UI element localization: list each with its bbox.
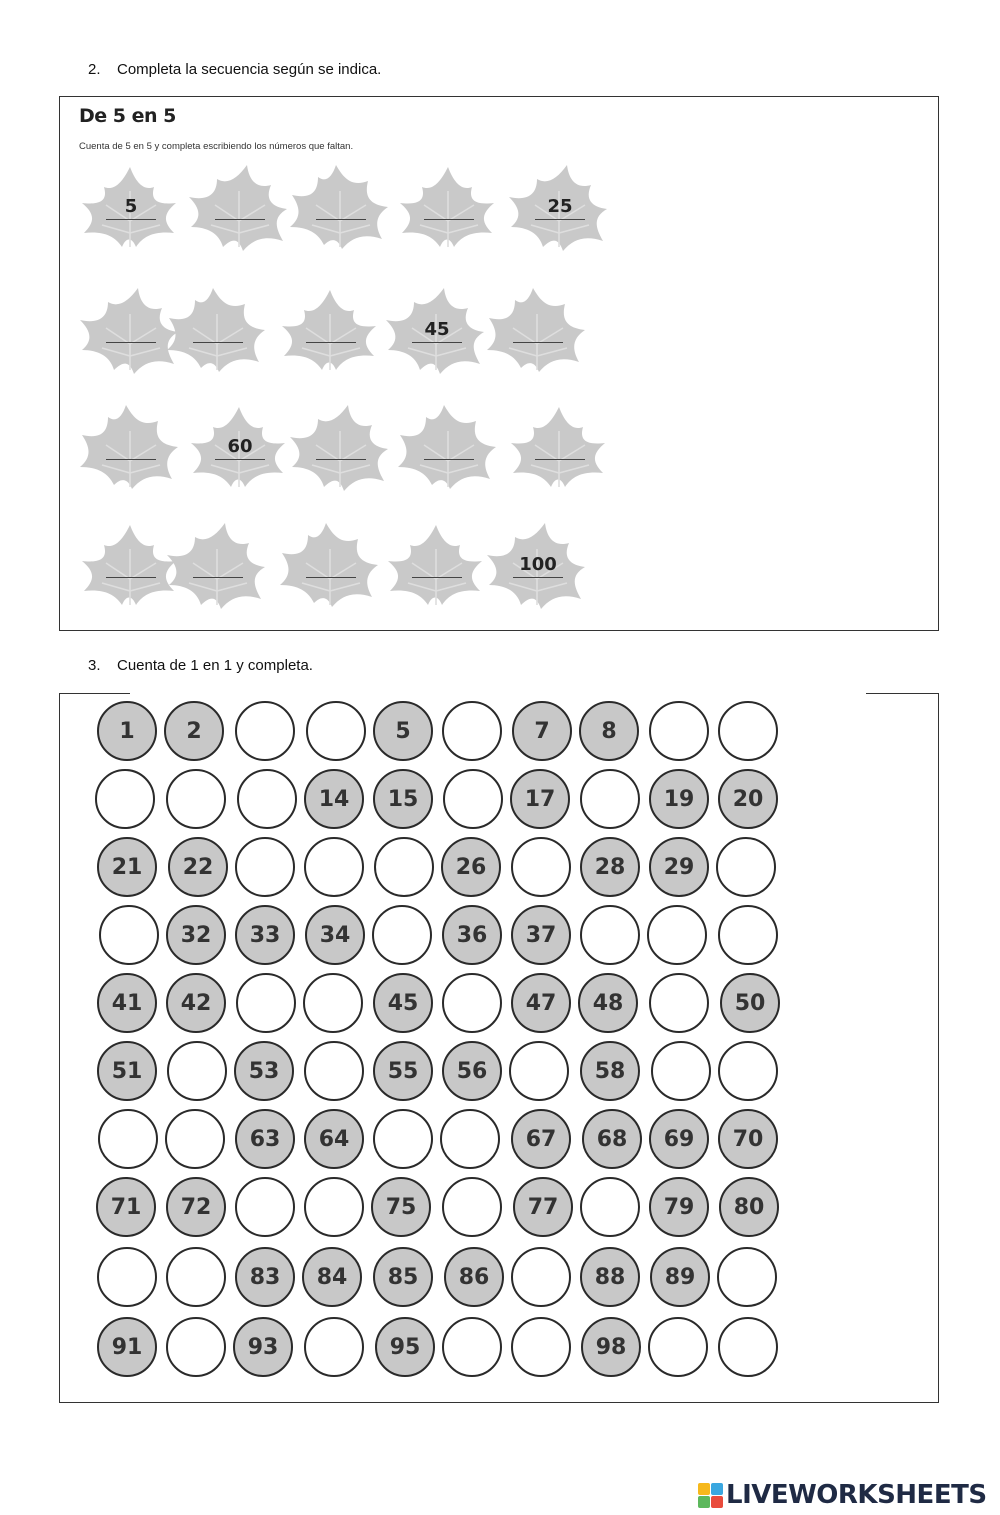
given-number-circle: 45 <box>373 973 433 1033</box>
empty-number-circle[interactable] <box>580 1177 640 1237</box>
empty-number-circle[interactable] <box>304 837 364 897</box>
answer-line <box>106 342 156 343</box>
empty-number-circle[interactable] <box>374 837 434 897</box>
empty-number-circle[interactable] <box>718 905 778 965</box>
given-number-circle: 93 <box>233 1317 293 1377</box>
answer-line <box>106 219 156 220</box>
given-number-circle: 26 <box>441 837 501 897</box>
given-number-circle: 37 <box>511 905 571 965</box>
border-gap <box>130 692 866 696</box>
given-number-circle: 85 <box>373 1247 433 1307</box>
leaf-cell <box>485 519 589 611</box>
given-number: 25 <box>547 196 573 217</box>
empty-number-circle[interactable] <box>717 1247 777 1307</box>
answer-line <box>106 577 156 578</box>
empty-number-circle[interactable] <box>442 973 502 1033</box>
answer-line <box>316 459 366 460</box>
given-number-circle: 21 <box>97 837 157 897</box>
leaf-icon <box>278 284 382 376</box>
leaf-icon <box>165 519 269 611</box>
leaf-icon <box>288 401 392 493</box>
leaf-cell[interactable] <box>384 519 488 611</box>
empty-number-circle[interactable] <box>443 769 503 829</box>
empty-number-circle[interactable] <box>304 1041 364 1101</box>
empty-number-circle[interactable] <box>235 701 295 761</box>
logo-block <box>698 1496 710 1508</box>
leaf-cell[interactable] <box>187 161 291 253</box>
empty-number-circle[interactable] <box>306 701 366 761</box>
empty-number-circle[interactable] <box>440 1109 500 1169</box>
logo-blocks-icon <box>698 1483 723 1508</box>
leaf-cell[interactable] <box>396 161 500 253</box>
empty-number-circle[interactable] <box>442 1177 502 1237</box>
leaf-cell[interactable] <box>396 401 500 493</box>
leaf-cell[interactable] <box>507 401 611 493</box>
empty-number-circle[interactable] <box>99 905 159 965</box>
given-number-circle: 95 <box>375 1317 435 1377</box>
leaf-cell[interactable] <box>278 284 382 376</box>
answer-line <box>215 219 265 220</box>
empty-number-circle[interactable] <box>304 1177 364 1237</box>
empty-number-circle[interactable] <box>236 973 296 1033</box>
answer-line <box>412 577 462 578</box>
count-by-1-box <box>59 693 939 1403</box>
answer-line <box>193 577 243 578</box>
given-number-circle: 17 <box>510 769 570 829</box>
empty-number-circle[interactable] <box>235 1177 295 1237</box>
empty-number-circle[interactable] <box>580 905 640 965</box>
empty-number-circle[interactable] <box>166 769 226 829</box>
given-number-circle: 33 <box>235 905 295 965</box>
leaf-icon <box>278 519 382 611</box>
given-number-circle: 79 <box>649 1177 709 1237</box>
given-number-circle: 88 <box>580 1247 640 1307</box>
logo-block <box>698 1483 710 1495</box>
instruction-text: Completa la secuencia según se indica. <box>117 61 382 78</box>
leaf-cell[interactable] <box>288 161 392 253</box>
empty-number-circle[interactable] <box>718 1041 778 1101</box>
given-number-circle: 5 <box>373 701 433 761</box>
leaf-icon <box>384 519 488 611</box>
given-number-circle: 51 <box>97 1041 157 1101</box>
given-number-circle: 50 <box>720 973 780 1033</box>
empty-number-circle[interactable] <box>373 1109 433 1169</box>
empty-number-circle[interactable] <box>647 905 707 965</box>
given-number-circle: 29 <box>649 837 709 897</box>
given-number-circle: 75 <box>371 1177 431 1237</box>
empty-number-circle[interactable] <box>303 973 363 1033</box>
empty-number-circle[interactable] <box>304 1317 364 1377</box>
given-number-circle: 42 <box>166 973 226 1033</box>
answer-line <box>535 219 585 220</box>
leaf-icon <box>485 284 589 376</box>
given-number-circle: 19 <box>649 769 709 829</box>
item-number: 3. <box>88 657 101 674</box>
leaf-cell[interactable] <box>165 519 269 611</box>
empty-number-circle[interactable] <box>649 701 709 761</box>
answer-line <box>513 342 563 343</box>
given-number: 60 <box>227 436 253 457</box>
empty-number-circle[interactable] <box>166 1247 226 1307</box>
leaf-cell <box>507 161 611 253</box>
given-number-circle: 83 <box>235 1247 295 1307</box>
leaf-cell[interactable] <box>78 401 182 493</box>
empty-number-circle[interactable] <box>718 1317 778 1377</box>
item-number: 2. <box>88 61 101 78</box>
liveworksheets-logo <box>698 1480 987 1510</box>
answer-line <box>316 219 366 220</box>
given-number-circle: 63 <box>235 1109 295 1169</box>
empty-number-circle[interactable] <box>167 1041 227 1101</box>
given-number-circle: 64 <box>304 1109 364 1169</box>
given-number-circle: 89 <box>650 1247 710 1307</box>
given-number: 45 <box>424 319 450 340</box>
empty-number-circle[interactable] <box>580 769 640 829</box>
given-number: 5 <box>124 196 138 217</box>
empty-number-circle[interactable] <box>166 1317 226 1377</box>
leaf-cell[interactable] <box>278 519 382 611</box>
answer-line <box>535 459 585 460</box>
instruction-2 <box>88 61 381 78</box>
leaf-icon <box>396 401 500 493</box>
given-number-circle: 36 <box>442 905 502 965</box>
given-number-circle: 32 <box>166 905 226 965</box>
empty-number-circle[interactable] <box>648 1317 708 1377</box>
empty-number-circle[interactable] <box>237 769 297 829</box>
given-number-circle: 98 <box>581 1317 641 1377</box>
empty-number-circle[interactable] <box>651 1041 711 1101</box>
answer-line <box>306 577 356 578</box>
given-number-circle: 1 <box>97 701 157 761</box>
leaf-icon <box>165 284 269 376</box>
given-number-circle: 28 <box>580 837 640 897</box>
given-number-circle: 48 <box>578 973 638 1033</box>
empty-number-circle[interactable] <box>372 905 432 965</box>
empty-number-circle[interactable] <box>97 1247 157 1307</box>
leaf-cell <box>384 284 488 376</box>
leaf-cell <box>78 161 182 253</box>
given-number-circle: 15 <box>373 769 433 829</box>
given-number-circle: 72 <box>166 1177 226 1237</box>
given-number-circle: 91 <box>97 1317 157 1377</box>
empty-number-circle[interactable] <box>649 973 709 1033</box>
instruction-3 <box>88 657 313 674</box>
answer-line <box>424 459 474 460</box>
logo-block <box>711 1483 723 1495</box>
given-number-circle: 47 <box>511 973 571 1033</box>
given-number-circle: 86 <box>444 1247 504 1307</box>
leaf-icon <box>507 401 611 493</box>
empty-number-circle[interactable] <box>165 1109 225 1169</box>
given-number-circle: 7 <box>512 701 572 761</box>
exercise-title: De 5 en 5 <box>79 105 176 127</box>
answer-line <box>424 219 474 220</box>
empty-number-circle[interactable] <box>442 1317 502 1377</box>
given-number-circle: 55 <box>373 1041 433 1101</box>
empty-number-circle[interactable] <box>716 837 776 897</box>
given-number-circle: 84 <box>302 1247 362 1307</box>
empty-number-circle[interactable] <box>95 769 155 829</box>
given-number-circle: 41 <box>97 973 157 1033</box>
instruction-text: Cuenta de 1 en 1 y completa. <box>117 657 313 674</box>
leaf-cell[interactable] <box>165 284 269 376</box>
empty-number-circle[interactable] <box>442 701 502 761</box>
logo-block <box>711 1496 723 1508</box>
answer-line <box>513 577 563 578</box>
given-number-circle: 70 <box>718 1109 778 1169</box>
answer-line <box>193 342 243 343</box>
answer-line <box>412 342 462 343</box>
empty-number-circle[interactable] <box>98 1109 158 1169</box>
given-number: 100 <box>519 554 557 575</box>
empty-number-circle[interactable] <box>511 837 571 897</box>
empty-number-circle[interactable] <box>509 1041 569 1101</box>
leaf-icon <box>187 161 291 253</box>
given-number-circle: 58 <box>580 1041 640 1101</box>
empty-number-circle[interactable] <box>718 701 778 761</box>
given-number-circle: 69 <box>649 1109 709 1169</box>
empty-number-circle[interactable] <box>235 837 295 897</box>
leaf-cell[interactable] <box>485 284 589 376</box>
given-number-circle: 20 <box>718 769 778 829</box>
answer-line <box>306 342 356 343</box>
given-number-circle: 34 <box>305 905 365 965</box>
given-number-circle: 2 <box>164 701 224 761</box>
given-number-circle: 53 <box>234 1041 294 1101</box>
given-number-circle: 71 <box>96 1177 156 1237</box>
answer-line <box>215 459 265 460</box>
empty-number-circle[interactable] <box>511 1317 571 1377</box>
given-number-circle: 8 <box>579 701 639 761</box>
logo-text: LIVEWORKSHEETS <box>726 1480 987 1510</box>
given-number-circle: 68 <box>582 1109 642 1169</box>
exercise-subtitle: Cuenta de 5 en 5 y completa escribiendo los números que faltan. <box>79 141 354 152</box>
given-number-circle: 22 <box>168 837 228 897</box>
given-number-circle: 80 <box>719 1177 779 1237</box>
given-number-circle: 67 <box>511 1109 571 1169</box>
count-by-5-box <box>59 96 939 631</box>
leaf-cell <box>187 401 291 493</box>
given-number-circle: 56 <box>442 1041 502 1101</box>
leaf-icon <box>288 161 392 253</box>
given-number-circle: 14 <box>304 769 364 829</box>
given-number-circle: 77 <box>513 1177 573 1237</box>
leaf-cell[interactable] <box>288 401 392 493</box>
empty-number-circle[interactable] <box>511 1247 571 1307</box>
leaf-icon <box>78 401 182 493</box>
leaf-icon <box>396 161 500 253</box>
answer-line <box>106 459 156 460</box>
